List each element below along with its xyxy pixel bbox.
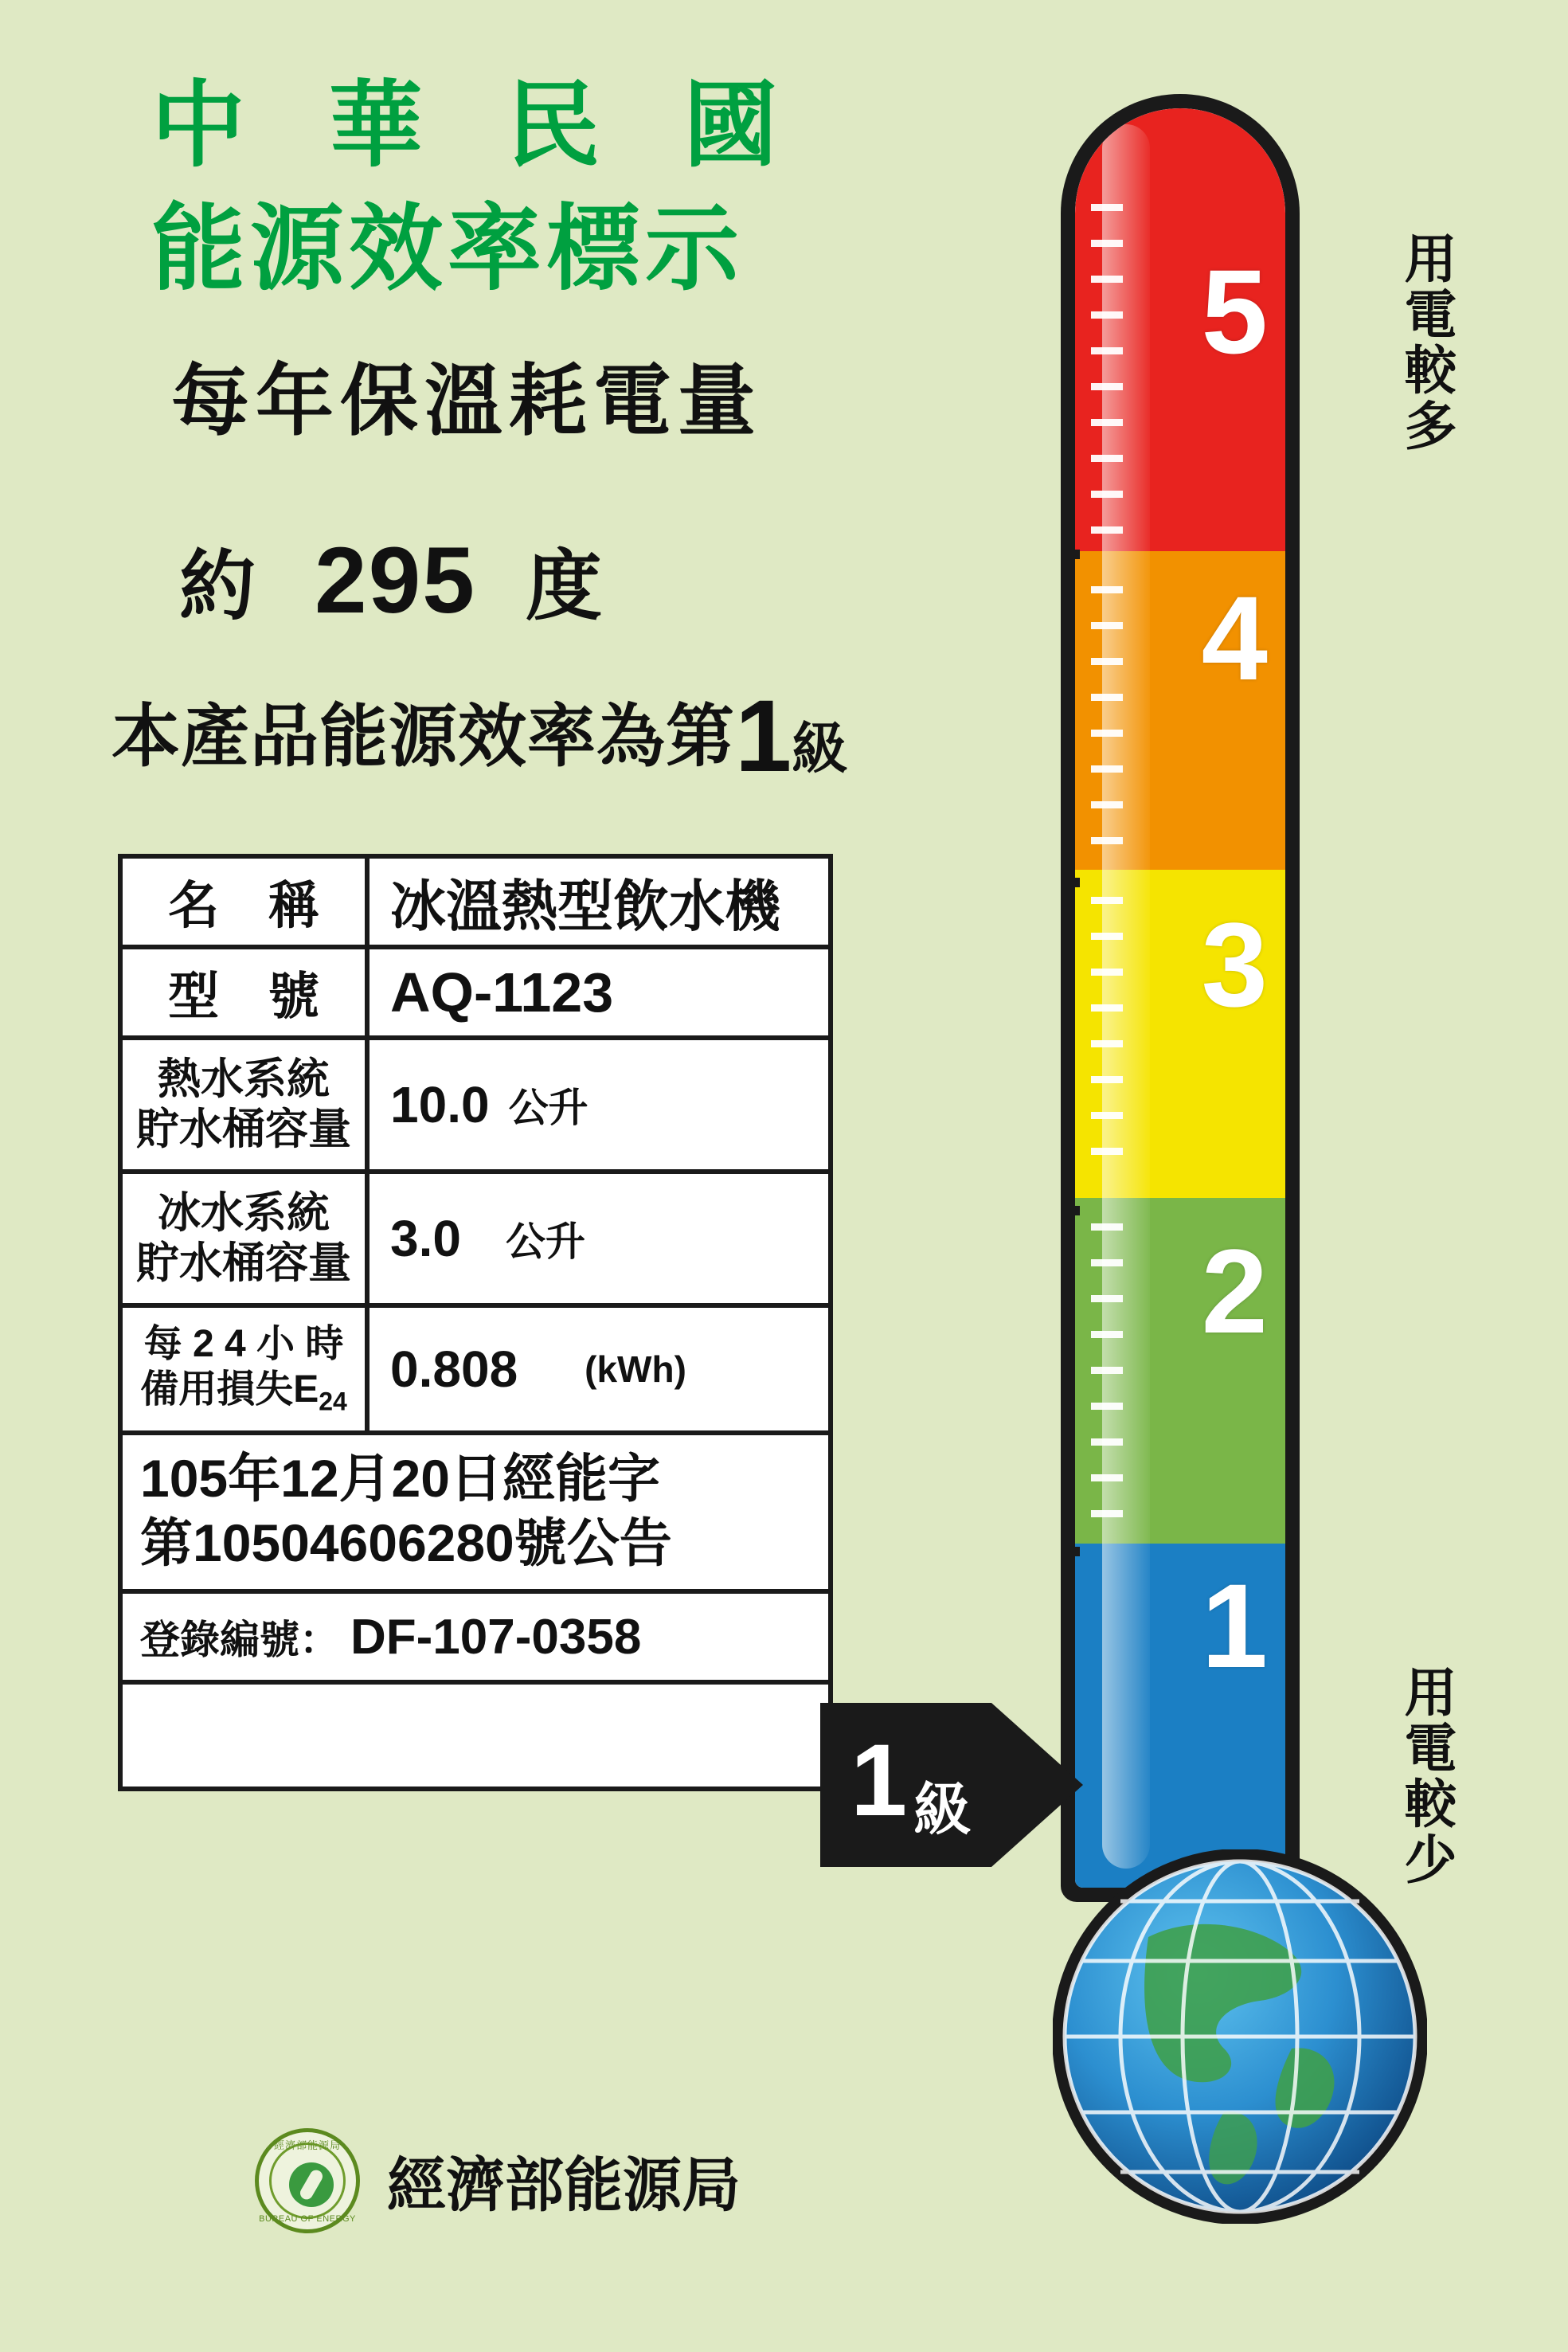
table-row: [123, 949, 828, 1040]
table-cell-key: [123, 1308, 370, 1430]
registration-value: DF-107-0358: [350, 1610, 642, 1665]
table-row: [123, 859, 828, 949]
spec-unit-hot-tank: 公升: [508, 1086, 588, 1130]
table-cell-value: [370, 1040, 828, 1169]
consumption-row: [179, 526, 602, 635]
footer: [255, 2128, 741, 2233]
grade-sentence-suffix: 級: [792, 718, 848, 780]
spec-value-name: 冰溫熱型飲水機: [390, 875, 780, 937]
consumption-unit: 度: [525, 544, 602, 629]
table-row: [123, 1174, 828, 1308]
globe-icon: [1053, 1849, 1427, 2224]
spec-table: [118, 854, 833, 1791]
table-cell-key: [123, 1174, 370, 1303]
spec-key-hot-tank-line2: 貯水桶容量: [136, 1106, 351, 1153]
spec-key-standby-subscript: 24: [319, 1387, 347, 1416]
spec-unit-cold-tank: 公升: [505, 1219, 585, 1264]
notice-block: [123, 1435, 828, 1594]
grade-sentence: [111, 679, 848, 793]
registration-label: 登錄編號：: [140, 1618, 339, 1663]
consumption-value: 295: [315, 528, 476, 633]
table-cell-key: [123, 1040, 370, 1169]
table-cell-value: [370, 1308, 828, 1430]
seal-top-text: 經濟部能源局: [273, 2139, 341, 2151]
spec-key-standby-line2: 備用損失$E_{24}$: [140, 1368, 347, 1416]
seal-core-icon: [289, 2162, 334, 2207]
table-cell-value: [370, 1174, 828, 1303]
seal-bottom-text: BUREAU OF ENERGY: [259, 2214, 356, 2224]
thermometer-level-2: 2: [1201, 1224, 1268, 1358]
thermometer-inner: [1075, 108, 1285, 1888]
caption-high-usage: 用電較多: [1397, 231, 1456, 454]
table-cell-key: [123, 949, 370, 1035]
issuing-agency: 經濟部能源局: [387, 2152, 741, 2218]
spec-key-name: 名 稱: [168, 877, 337, 934]
consumption-approx-label: 約: [179, 544, 257, 629]
thermometer-level-4: 4: [1201, 571, 1268, 705]
page-subtitle: 每年保溫耗電量: [171, 357, 763, 444]
table-row: [123, 1308, 828, 1435]
spec-key-cold-tank-line2: 貯水桶容量: [136, 1239, 351, 1287]
table-row: [123, 1040, 828, 1174]
efficiency-thermometer: [1061, 94, 1300, 1902]
spec-key-hot-tank-line1: 熱水系統: [158, 1055, 330, 1104]
blank-row: [123, 1685, 828, 1787]
spec-key-standby-line1: 每 2 4 小 時: [143, 1322, 344, 1365]
spec-unit-standby: (kWh): [585, 1348, 686, 1390]
grade-arrow-label: [850, 1724, 972, 1842]
spec-key-cold-tank-line1: 冰水系統: [158, 1189, 330, 1238]
thermometer-level-1: 1: [1201, 1559, 1268, 1693]
thermometer-level-3: 3: [1201, 898, 1268, 1031]
page-title-line2: 能源效率標示: [151, 197, 745, 302]
spec-value-hot-tank: 10.0: [390, 1076, 490, 1133]
grade-sentence-number: 1: [735, 679, 792, 793]
table-cell-value: [370, 859, 828, 945]
spec-key-model: 型 號: [168, 968, 337, 1025]
spec-value-cold-tank: 3.0: [390, 1210, 461, 1267]
page-title-line1: 中 華 民 國: [151, 73, 807, 178]
bureau-of-energy-logo-icon: [255, 2128, 360, 2233]
grade-arrow-number: 1: [850, 1724, 908, 1837]
spec-value-model: AQ-1123: [390, 961, 614, 1023]
grade-sentence-prefix: 本產品能源效率為第: [111, 699, 735, 775]
registration-row: [123, 1594, 828, 1685]
grade-arrow: [820, 1695, 1083, 1875]
notice-line-2: 第10504606280號公告: [140, 1513, 672, 1572]
grade-arrow-suffix: 級: [913, 1779, 972, 1842]
notice-line-1: 105年12月20日經能字: [140, 1449, 660, 1508]
table-cell-key: [123, 859, 370, 945]
thermometer-level-5: 5: [1201, 245, 1268, 378]
table-cell-value: [370, 949, 828, 1035]
spec-value-standby: 0.808: [390, 1340, 518, 1398]
caption-low-usage: 用電較少: [1397, 1665, 1456, 1888]
